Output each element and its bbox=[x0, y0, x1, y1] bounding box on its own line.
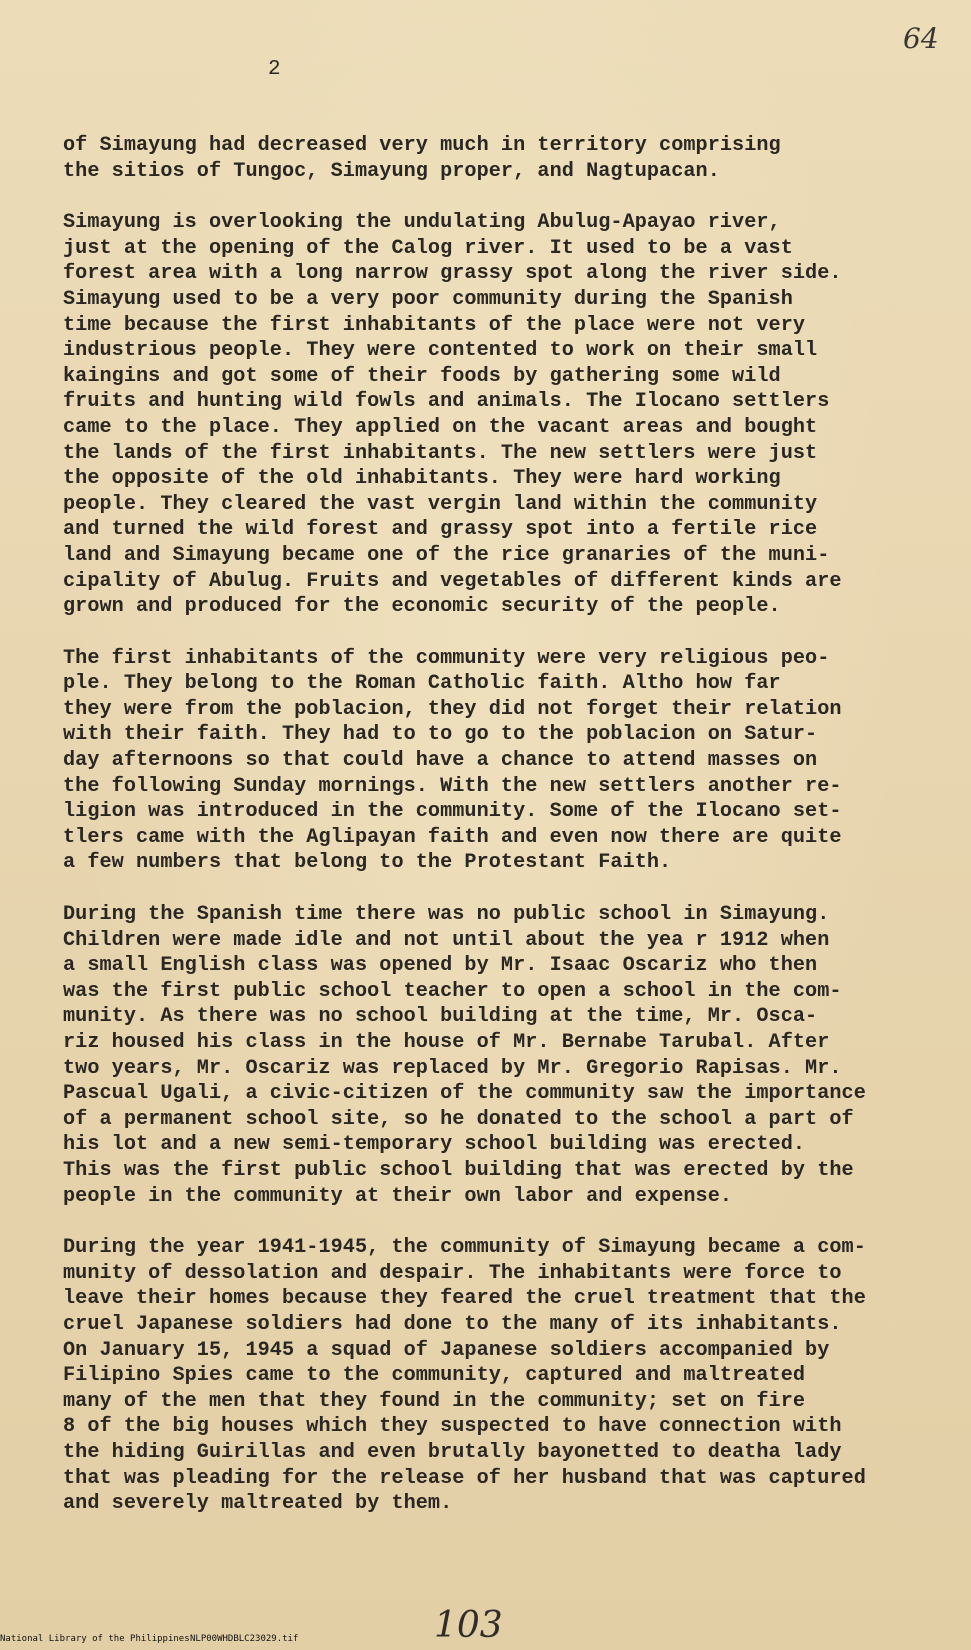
page-number: 2 bbox=[268, 58, 281, 81]
paragraph bbox=[63, 133, 893, 184]
text-line: two years, Mr. Oscariz was replaced by Mr. Gregorio Rapisas. Mr. bbox=[63, 1056, 842, 1080]
text-line: munity. As there was no school building at the time, Mr. Osca- bbox=[63, 1005, 818, 1029]
text-line: industrious people. They were contented to work on their small bbox=[63, 339, 818, 363]
text-line: the opposite of the old inhabitants. They were hard working bbox=[63, 467, 781, 491]
paragraph bbox=[63, 210, 893, 620]
library-footer-stamp: National Library of the Philippines bbox=[0, 1634, 190, 1644]
text-line: of a permanent school site, so he donated to the school a part of bbox=[63, 1107, 854, 1131]
text-line: The first inhabitants of the community were very religious peo- bbox=[63, 646, 830, 670]
text-line: his lot and a new semi-temporary school building was erected. bbox=[63, 1133, 806, 1157]
text-line: people. They cleared the vast vergin land within the community bbox=[63, 492, 818, 516]
text-line: Filipino Spies came to the community, captured and maltreated bbox=[63, 1364, 806, 1388]
text-line: a few numbers that belong to the Protestant Faith. bbox=[63, 851, 672, 875]
text-line: just at the opening of the Calog river. It used to be a vast bbox=[63, 236, 793, 260]
text-line: Children were made idle and not until about the yea r 1912 when bbox=[63, 928, 830, 952]
text-line: ple. They belong to the Roman Catholic faith. Altho how far bbox=[63, 672, 781, 696]
text-line: munity of dessolation and despair. The inhabitants were force to bbox=[63, 1261, 842, 1285]
paragraph bbox=[63, 1235, 893, 1517]
text-line: riz housed his class in the house of Mr. Bernabe Tarubal. After bbox=[63, 1031, 830, 1054]
text-line: Pascual Ugali, a civic-citizen of the community saw the importance bbox=[63, 1082, 866, 1106]
text-line: people in the community at their own labor and expense. bbox=[63, 1184, 733, 1208]
text-line: that was pleading for the release of her husband that was captured bbox=[63, 1466, 866, 1490]
text-line: forest area with a long narrow grassy spot along the river side. bbox=[63, 262, 842, 286]
text-line: kaingins and got some of their foods by gathering some wild bbox=[63, 364, 781, 388]
text-line: Simayung is overlooking the undulating Abulug-Apayao river, bbox=[63, 211, 781, 235]
handwritten-folio-number: 64 bbox=[903, 22, 939, 55]
text-line: a small English class was opened by Mr. Isaac Oscariz who then bbox=[63, 954, 818, 978]
text-line: cruel Japanese soldiers had done to the many of its inhabitants. bbox=[63, 1312, 842, 1336]
paragraph bbox=[63, 902, 893, 1209]
handwritten-footer-number: 103 bbox=[434, 1605, 503, 1646]
text-line: many of the men that they found in the community; set on fire bbox=[63, 1389, 806, 1413]
text-line: fruits and hunting wild fowls and animals. The Ilocano settlers bbox=[63, 390, 830, 414]
text-line: land and Simayung became one of the rice granaries of the muni- bbox=[63, 543, 830, 567]
text-line: they were from the poblacion, they did not forget their relation bbox=[63, 697, 842, 721]
text-line: with their faith. They had to to go to the poblacion on Satur- bbox=[63, 723, 818, 747]
text-line: 8 of the big houses which they suspected to have connection with bbox=[63, 1415, 842, 1439]
typed-body-text bbox=[63, 133, 893, 1543]
text-line: and severely maltreated by them. bbox=[63, 1492, 453, 1516]
paragraph bbox=[63, 646, 893, 876]
text-line: of Simayung had decreased very much in territory comprising bbox=[63, 134, 781, 157]
text-line: During the year 1941-1945, the community of Simayung became a com- bbox=[63, 1236, 866, 1260]
text-line: On January 15, 1945 a squad of Japanese soldiers accompanied by bbox=[63, 1338, 830, 1362]
text-line: the lands of the first inhabitants. The new settlers were just bbox=[63, 441, 818, 465]
text-line: came to the place. They applied on the vacant areas and bought bbox=[63, 415, 818, 439]
text-line: and turned the wild forest and grassy spot into a fertile rice bbox=[63, 518, 818, 542]
text-line: ligion was introduced in the community. Some of the Ilocano set- bbox=[63, 800, 842, 824]
text-line: cipality of Abulug. Fruits and vegetables of different kinds are bbox=[63, 569, 842, 593]
text-line: Simayung used to be a very poor community during the Spanish bbox=[63, 287, 793, 311]
text-line: tlers came with the Aglipayan faith and even now there are quite bbox=[63, 825, 842, 849]
text-line: day afternoons so that could have a chance to attend masses on bbox=[63, 749, 818, 773]
text-line: time because the first inhabitants of the place were not very bbox=[63, 313, 806, 337]
text-line: leave their homes because they feared the cruel treatment that the bbox=[63, 1287, 866, 1311]
text-line: grown and produced for the economic security of the people. bbox=[63, 595, 781, 619]
text-line: the following Sunday mornings. With the new settlers another re- bbox=[63, 774, 842, 798]
text-line: During the Spanish time there was no public school in Simayung. bbox=[63, 903, 830, 927]
text-line: the hiding Guirillas and even brutally bayonetted to deatha lady bbox=[63, 1440, 842, 1464]
text-line: This was the first public school building that was erected by the bbox=[63, 1158, 854, 1182]
text-line: was the first public school teacher to open a school in the com- bbox=[63, 979, 842, 1003]
text-line: the sitios of Tungoc, Simayung proper, and Nagtupacan. bbox=[63, 159, 720, 183]
file-name-footer-stamp: NLP00WHDBLC23029.tif bbox=[190, 1634, 299, 1644]
